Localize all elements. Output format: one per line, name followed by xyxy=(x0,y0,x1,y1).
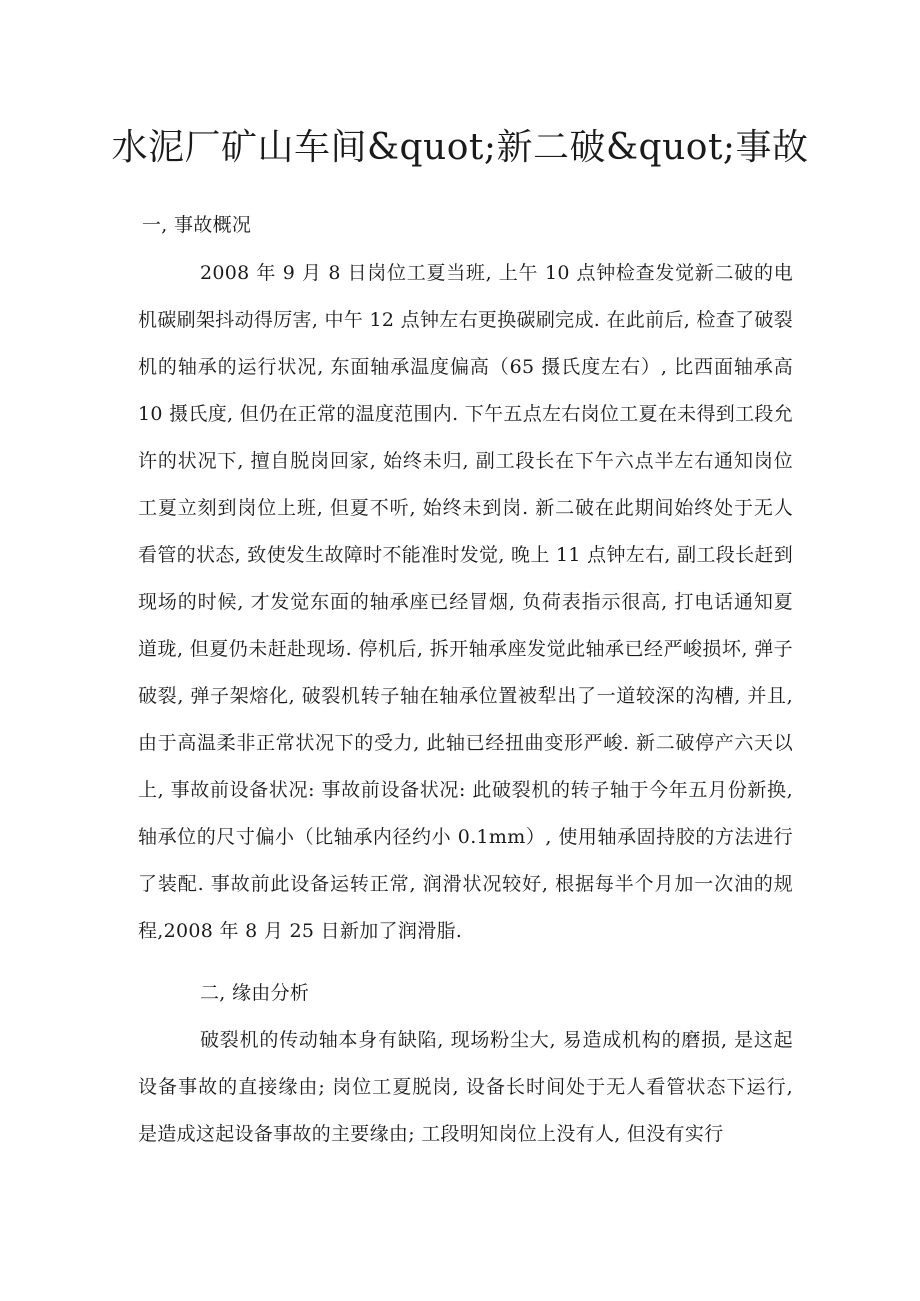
paragraph-text: 2008 年 9 月 8 日岗位工夏当班, 上午 10 点钟检查发觉新二破的电机碳刷架抖动得厉害, 中午 12 点钟左右更换碳刷完成. 在此前后, 检查了破裂机的轴承的运行状况, 东面轴承温度偏高（65 摄氏度左右）, 比西面轴承高 10 摄氏度, 但仍在正常的温度范围内. 下午五点左右岗位工夏在未得到工段允许的状况下, 擅自脱岗回家, 始终未归, 副工段长在下午六点半左右通知岗位工夏立刻到岗位上班, 但夏不听, 始终未到岗. 新二破在此期间始终处于无人看管的状态, 致使发生故障时不能准时发觉, 晚上 11 点钟左右, 副工段长赶到现场的时候, 才发觉东面的轴承座已经冒烟, 负荷表指示很高, 打电话通知夏道珑, 但夏仍未赶赴现场. 停机后, 拆开轴承座发觉此轴承已经严峻损坏, 弹子破裂, 弹子架熔化, 破裂机转子轴在轴承位置被犁出了一道较深的沟槽, 并且, 由于高温柔非正常状况下的受力, 此轴已经扭曲变形严峻. 新二破停产六天以上, 事故前设备状况: 事故前设备状况: 此破裂机的转子轴于今年五月份新换, 轴承位的尺寸偏小（比轴承内径约小 0.1mm）, 使用轴承固持胶的方法进行了装配. 事故前此设备运转正常, 润滑状况较好, 根据每半个月加一次油的规程,2008 年 8 月 25 日新加了润滑脂. xyxy=(138,262,793,942)
section-heading-cause-analysis: 二, 缘由分析 xyxy=(200,982,310,1004)
paragraph-overview xyxy=(138,250,793,955)
document-title: 水泥厂矿山车间&quot;新二破&quot;事故 xyxy=(111,127,809,168)
paragraph-text: 破裂机的传动轴本身有缺陷, 现场粉尘大, 易造成机构的磨损, 是这起设备事故的直接缘由; 岗位工夏脱岗, 设备长时间处于无人看管状态下运行, 是造成这起设备事故的主要缘由; 工段明知岗位上没有人, 但没有实行 xyxy=(138,1029,793,1145)
paragraph-cause-analysis xyxy=(138,1017,793,1158)
section-heading-overview: 一, 事故概况 xyxy=(142,214,252,236)
